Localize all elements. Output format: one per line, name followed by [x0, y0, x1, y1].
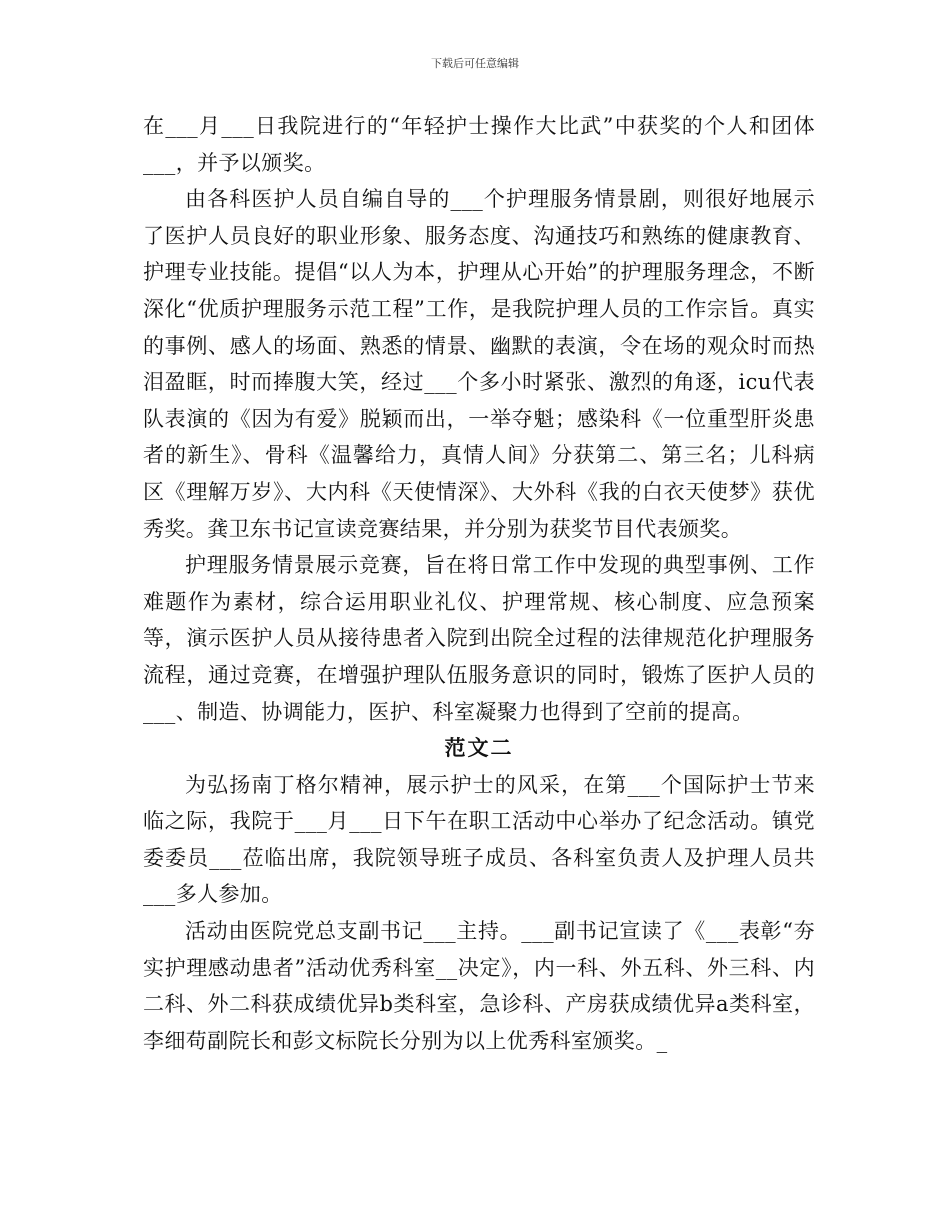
page-header: 下载后可任意编辑 [431, 57, 519, 70]
section-title: 范文二 [444, 736, 514, 761]
paragraph-5: 活动由医院党总支副书记___主持。___副书记宣读了《___表彰“夯实护理感动患者”活动优秀科室__决定》，内一科、外五科、外三科、内二科、外二科获成绩优异b类科室，急诊科、产房获成绩优异a类科室，李细苟副院长和彭文标院长分别为以上优秀科室颁奖。_ [143, 919, 815, 1053]
paragraph-2: 由各科医护人员自编自导的___个护理服务情景剧，则很好地展示了医护人员良好的职业形象、服务态度、沟通技巧和熟练的健康教育、护理专业技能。提倡“以人为本，护理从心开始”的护理服务理念，不断深化“优质护理服务示范工程”工作，是我院护理人员的工作宗旨。真实的事例、感人的场面、熟悉的情景、幽默的表演，令在场的观众时而热泪盈眶，时而捧腹大笑，经过___个多小时紧张、激烈的角逐，icu代表队表演的《因为有爱》脱颖而出，一举夺魁；感染科《一位重型肝炎患者的新生》、骨科《温馨给力，真情人间》分获第二、第三名；儿科病区《理解万岁》、大内科《天使情深》、大外科《我的白衣天使梦》获优秀奖。龚卫东书记宣读竞赛结果，并分别为获奖节目代表颁奖。 [143, 187, 815, 541]
paragraph-1: 在___月___日我院进行的“年轻护士操作大比武”中获奖的个人和团体___，并予以颁奖。 [143, 114, 815, 175]
document-body [143, 108, 815, 1059]
paragraph-3: 护理服务情景展示竞赛，旨在将日常工作中发现的典型事例、工作难题作为素材，综合运用职业礼仪、护理常规、核心制度、应急预案等，演示医护人员从接待患者入院到出院全过程的法律规范化护理服务流程，通过竞赛，在增强护理队伍服务意识的同时，锻炼了医护人员的___、制造、协调能力，医护、科室凝聚力也得到了空前的提高。 [143, 553, 815, 724]
paragraph-4: 为弘扬南丁格尔精神，展示护士的风采，在第___个国际护士节来临之际，我院于___月___日下午在职工活动中心举办了纪念活动。镇党委委员___莅临出席，我院领导班子成员、各科室负责人及护理人员共___多人参加。 [143, 772, 815, 907]
